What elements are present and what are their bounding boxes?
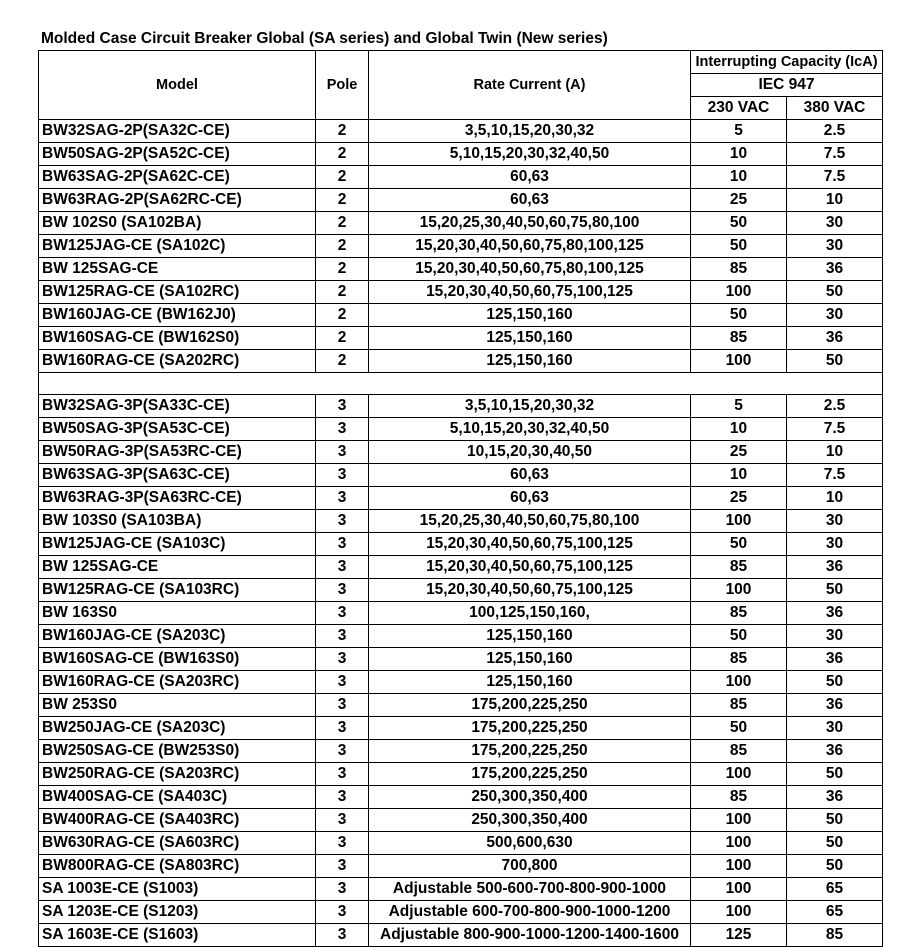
capacity-380-cell: 50 (787, 350, 883, 373)
model-cell: BW32SAG-3P(SA33C-CE) (39, 395, 316, 418)
capacity-230-cell: 125 (691, 924, 787, 947)
rate-current-cell: 175,200,225,250 (369, 694, 691, 717)
rate-current-cell: 125,150,160 (369, 671, 691, 694)
pole-cell: 3 (316, 602, 369, 625)
table-row (39, 717, 883, 740)
spacer-cell (316, 373, 369, 395)
pole-cell: 3 (316, 832, 369, 855)
model-cell: BW63RAG-3P(SA63RC-CE) (39, 487, 316, 510)
capacity-380-cell: 30 (787, 510, 883, 533)
pole-cell: 2 (316, 212, 369, 235)
capacity-380-cell: 36 (787, 648, 883, 671)
table-row (39, 281, 883, 304)
model-cell: BW160RAG-CE (SA203RC) (39, 671, 316, 694)
capacity-230-cell: 100 (691, 809, 787, 832)
model-cell: BW125RAG-CE (SA102RC) (39, 281, 316, 304)
table-row (39, 786, 883, 809)
rate-current-cell: 125,150,160 (369, 304, 691, 327)
capacity-230-cell: 100 (691, 832, 787, 855)
table-row (39, 625, 883, 648)
rate-current-cell: 60,63 (369, 189, 691, 212)
model-cell: BW125JAG-CE (SA102C) (39, 235, 316, 258)
capacity-230-cell: 50 (691, 533, 787, 556)
capacity-230-cell: 85 (691, 694, 787, 717)
pole-cell: 3 (316, 717, 369, 740)
capacity-230-cell: 85 (691, 327, 787, 350)
model-cell: BW 103S0 (SA103BA) (39, 510, 316, 533)
header-pole: Pole (316, 51, 369, 120)
table-row (39, 510, 883, 533)
capacity-230-cell: 25 (691, 487, 787, 510)
group-spacer-row (39, 373, 883, 395)
pole-cell: 2 (316, 235, 369, 258)
capacity-230-cell: 100 (691, 855, 787, 878)
rate-current-cell: 15,20,30,40,50,60,75,100,125 (369, 281, 691, 304)
rate-current-cell: 15,20,30,40,50,60,75,100,125 (369, 533, 691, 556)
capacity-230-cell: 100 (691, 901, 787, 924)
capacity-380-cell: 36 (787, 694, 883, 717)
capacity-380-cell: 36 (787, 786, 883, 809)
capacity-380-cell: 10 (787, 441, 883, 464)
pole-cell: 2 (316, 166, 369, 189)
rate-current-cell: 15,20,30,40,50,60,75,100,125 (369, 579, 691, 602)
model-cell: BW 102S0 (SA102BA) (39, 212, 316, 235)
rate-current-cell: 250,300,350,400 (369, 809, 691, 832)
rate-current-cell: Adjustable 600-700-800-900-1000-1200 (369, 901, 691, 924)
capacity-380-cell: 7.5 (787, 166, 883, 189)
sheet-title: Molded Case Circuit Breaker Global (SA series) and Global Twin (New series) (41, 30, 608, 47)
table-row (39, 556, 883, 579)
model-cell: BW32SAG-2P(SA32C-CE) (39, 120, 316, 143)
model-cell: SA 1003E-CE (S1003) (39, 878, 316, 901)
table-row (39, 464, 883, 487)
pole-cell: 3 (316, 878, 369, 901)
rate-current-cell: 3,5,10,15,20,30,32 (369, 395, 691, 418)
model-cell: BW160RAG-CE (SA202RC) (39, 350, 316, 373)
rate-current-cell: Adjustable 800-900-1000-1200-1400-1600 (369, 924, 691, 947)
pole-cell: 3 (316, 533, 369, 556)
model-cell: BW160SAG-CE (BW162S0) (39, 327, 316, 350)
capacity-380-cell: 50 (787, 832, 883, 855)
table-row (39, 120, 883, 143)
table-row (39, 694, 883, 717)
table-row (39, 602, 883, 625)
rate-current-cell: 100,125,150,160, (369, 602, 691, 625)
table-row (39, 395, 883, 418)
rate-current-cell: 700,800 (369, 855, 691, 878)
capacity-230-cell: 10 (691, 143, 787, 166)
model-cell: BW50RAG-3P(SA53RC-CE) (39, 441, 316, 464)
model-cell: BW50SAG-3P(SA53C-CE) (39, 418, 316, 441)
breaker-table (38, 50, 883, 947)
rate-current-cell: 125,150,160 (369, 648, 691, 671)
pole-cell: 3 (316, 901, 369, 924)
capacity-380-cell: 30 (787, 212, 883, 235)
pole-cell: 3 (316, 464, 369, 487)
pole-cell: 3 (316, 579, 369, 602)
capacity-230-cell: 50 (691, 212, 787, 235)
model-cell: BW63RAG-2P(SA62RC-CE) (39, 189, 316, 212)
table-row (39, 350, 883, 373)
rate-current-cell: 60,63 (369, 487, 691, 510)
capacity-230-cell: 100 (691, 671, 787, 694)
capacity-380-cell: 30 (787, 304, 883, 327)
capacity-380-cell: 2.5 (787, 120, 883, 143)
table-row (39, 763, 883, 786)
capacity-380-cell: 85 (787, 924, 883, 947)
capacity-380-cell: 65 (787, 901, 883, 924)
rate-current-cell: 3,5,10,15,20,30,32 (369, 120, 691, 143)
capacity-380-cell: 36 (787, 602, 883, 625)
pole-cell: 2 (316, 258, 369, 281)
table-row (39, 166, 883, 189)
capacity-230-cell: 100 (691, 510, 787, 533)
capacity-380-cell: 7.5 (787, 418, 883, 441)
capacity-230-cell: 85 (691, 648, 787, 671)
table-row (39, 855, 883, 878)
table-row (39, 648, 883, 671)
capacity-380-cell: 2.5 (787, 395, 883, 418)
capacity-230-cell: 100 (691, 763, 787, 786)
capacity-230-cell: 100 (691, 579, 787, 602)
table-row (39, 304, 883, 327)
model-cell: BW 163S0 (39, 602, 316, 625)
model-cell: BW 125SAG-CE (39, 556, 316, 579)
capacity-230-cell: 10 (691, 464, 787, 487)
capacity-230-cell: 100 (691, 281, 787, 304)
capacity-230-cell: 5 (691, 395, 787, 418)
model-cell: BW125JAG-CE (SA103C) (39, 533, 316, 556)
rate-current-cell: 15,20,30,40,50,60,75,100,125 (369, 556, 691, 579)
capacity-230-cell: 50 (691, 235, 787, 258)
capacity-380-cell: 30 (787, 235, 883, 258)
capacity-230-cell: 50 (691, 625, 787, 648)
capacity-230-cell: 10 (691, 418, 787, 441)
capacity-230-cell: 25 (691, 441, 787, 464)
rate-current-cell: 5,10,15,20,30,32,40,50 (369, 143, 691, 166)
rate-current-cell: 60,63 (369, 464, 691, 487)
rate-current-cell: 175,200,225,250 (369, 763, 691, 786)
rate-current-cell: 15,20,30,40,50,60,75,80,100,125 (369, 258, 691, 281)
header-230vac: 230 VAC (691, 97, 787, 120)
capacity-230-cell: 25 (691, 189, 787, 212)
pole-cell: 3 (316, 855, 369, 878)
rate-current-cell: Adjustable 500-600-700-800-900-1000 (369, 878, 691, 901)
table-row (39, 258, 883, 281)
rate-current-cell: 175,200,225,250 (369, 740, 691, 763)
table-row (39, 809, 883, 832)
capacity-230-cell: 100 (691, 878, 787, 901)
rate-current-cell: 15,20,30,40,50,60,75,80,100,125 (369, 235, 691, 258)
capacity-230-cell: 50 (691, 304, 787, 327)
table-row (39, 671, 883, 694)
capacity-230-cell: 10 (691, 166, 787, 189)
model-cell: BW160JAG-CE (BW162J0) (39, 304, 316, 327)
capacity-230-cell: 85 (691, 602, 787, 625)
pole-cell: 3 (316, 694, 369, 717)
rate-current-cell: 125,150,160 (369, 625, 691, 648)
spacer-cell (691, 373, 787, 395)
model-cell: BW160JAG-CE (SA203C) (39, 625, 316, 648)
rate-current-cell: 500,600,630 (369, 832, 691, 855)
model-cell: BW400RAG-CE (SA403RC) (39, 809, 316, 832)
rate-current-cell: 10,15,20,30,40,50 (369, 441, 691, 464)
pole-cell: 3 (316, 809, 369, 832)
model-cell: BW125RAG-CE (SA103RC) (39, 579, 316, 602)
capacity-380-cell: 30 (787, 625, 883, 648)
capacity-380-cell: 30 (787, 717, 883, 740)
model-cell: BW800RAG-CE (SA803RC) (39, 855, 316, 878)
capacity-380-cell: 50 (787, 671, 883, 694)
pole-cell: 2 (316, 281, 369, 304)
table-row (39, 740, 883, 763)
rate-current-cell: 5,10,15,20,30,32,40,50 (369, 418, 691, 441)
model-cell: BW 253S0 (39, 694, 316, 717)
capacity-230-cell: 85 (691, 786, 787, 809)
capacity-380-cell: 50 (787, 763, 883, 786)
capacity-380-cell: 10 (787, 189, 883, 212)
table-row (39, 832, 883, 855)
capacity-380-cell: 7.5 (787, 464, 883, 487)
header-row-1 (39, 51, 883, 74)
model-cell: BW630RAG-CE (SA603RC) (39, 832, 316, 855)
table-row (39, 533, 883, 556)
capacity-380-cell: 36 (787, 556, 883, 579)
model-cell: SA 1203E-CE (S1203) (39, 901, 316, 924)
table-row (39, 212, 883, 235)
rate-current-cell: 60,63 (369, 166, 691, 189)
table-row (39, 487, 883, 510)
capacity-380-cell: 36 (787, 327, 883, 350)
header-380vac: 380 VAC (787, 97, 883, 120)
rate-current-cell: 15,20,25,30,40,50,60,75,80,100 (369, 212, 691, 235)
spacer-cell (369, 373, 691, 395)
model-cell: BW50SAG-2P(SA52C-CE) (39, 143, 316, 166)
capacity-230-cell: 100 (691, 350, 787, 373)
table-row (39, 441, 883, 464)
capacity-230-cell: 85 (691, 740, 787, 763)
capacity-380-cell: 7.5 (787, 143, 883, 166)
pole-cell: 3 (316, 556, 369, 579)
pole-cell: 3 (316, 740, 369, 763)
table-row (39, 189, 883, 212)
pole-cell: 3 (316, 395, 369, 418)
pole-cell: 3 (316, 786, 369, 809)
pole-cell: 3 (316, 441, 369, 464)
pole-cell: 2 (316, 327, 369, 350)
pole-cell: 3 (316, 510, 369, 533)
capacity-380-cell: 50 (787, 579, 883, 602)
model-cell: BW250RAG-CE (SA203RC) (39, 763, 316, 786)
table-body (39, 51, 883, 947)
pole-cell: 3 (316, 924, 369, 947)
capacity-380-cell: 36 (787, 258, 883, 281)
table-row (39, 878, 883, 901)
pole-cell: 3 (316, 763, 369, 786)
capacity-230-cell: 5 (691, 120, 787, 143)
rate-current-cell: 175,200,225,250 (369, 717, 691, 740)
pole-cell: 2 (316, 120, 369, 143)
capacity-380-cell: 36 (787, 740, 883, 763)
rate-current-cell: 125,150,160 (369, 350, 691, 373)
pole-cell: 2 (316, 304, 369, 327)
table-row (39, 327, 883, 350)
model-cell: BW400SAG-CE (SA403C) (39, 786, 316, 809)
capacity-230-cell: 85 (691, 258, 787, 281)
spacer-cell (787, 373, 883, 395)
capacity-380-cell: 50 (787, 281, 883, 304)
pole-cell: 2 (316, 350, 369, 373)
model-cell: BW160SAG-CE (BW163S0) (39, 648, 316, 671)
rate-current-cell: 125,150,160 (369, 327, 691, 350)
rate-current-cell: 15,20,25,30,40,50,60,75,80,100 (369, 510, 691, 533)
header-standard: IEC 947 (691, 74, 883, 97)
table-row (39, 579, 883, 602)
table-row (39, 143, 883, 166)
table-row (39, 901, 883, 924)
model-cell: BW63SAG-2P(SA62C-CE) (39, 166, 316, 189)
capacity-380-cell: 30 (787, 533, 883, 556)
capacity-380-cell: 50 (787, 809, 883, 832)
header-rate-current: Rate Current (A) (369, 51, 691, 120)
model-cell: BW250JAG-CE (SA203C) (39, 717, 316, 740)
model-cell: BW250SAG-CE (BW253S0) (39, 740, 316, 763)
pole-cell: 3 (316, 648, 369, 671)
pole-cell: 3 (316, 625, 369, 648)
header-interrupting-capacity: Interrupting Capacity (IcA) (691, 51, 883, 74)
model-cell: BW 125SAG-CE (39, 258, 316, 281)
table-row (39, 924, 883, 947)
pole-cell: 2 (316, 189, 369, 212)
capacity-380-cell: 10 (787, 487, 883, 510)
table-row (39, 418, 883, 441)
rate-current-cell: 250,300,350,400 (369, 786, 691, 809)
capacity-380-cell: 50 (787, 855, 883, 878)
pole-cell: 3 (316, 671, 369, 694)
header-model: Model (39, 51, 316, 120)
model-cell: BW63SAG-3P(SA63C-CE) (39, 464, 316, 487)
model-cell: SA 1603E-CE (S1603) (39, 924, 316, 947)
capacity-230-cell: 85 (691, 556, 787, 579)
pole-cell: 3 (316, 487, 369, 510)
capacity-230-cell: 50 (691, 717, 787, 740)
spacer-cell (39, 373, 316, 395)
table-row (39, 235, 883, 258)
pole-cell: 2 (316, 143, 369, 166)
capacity-380-cell: 65 (787, 878, 883, 901)
pole-cell: 3 (316, 418, 369, 441)
